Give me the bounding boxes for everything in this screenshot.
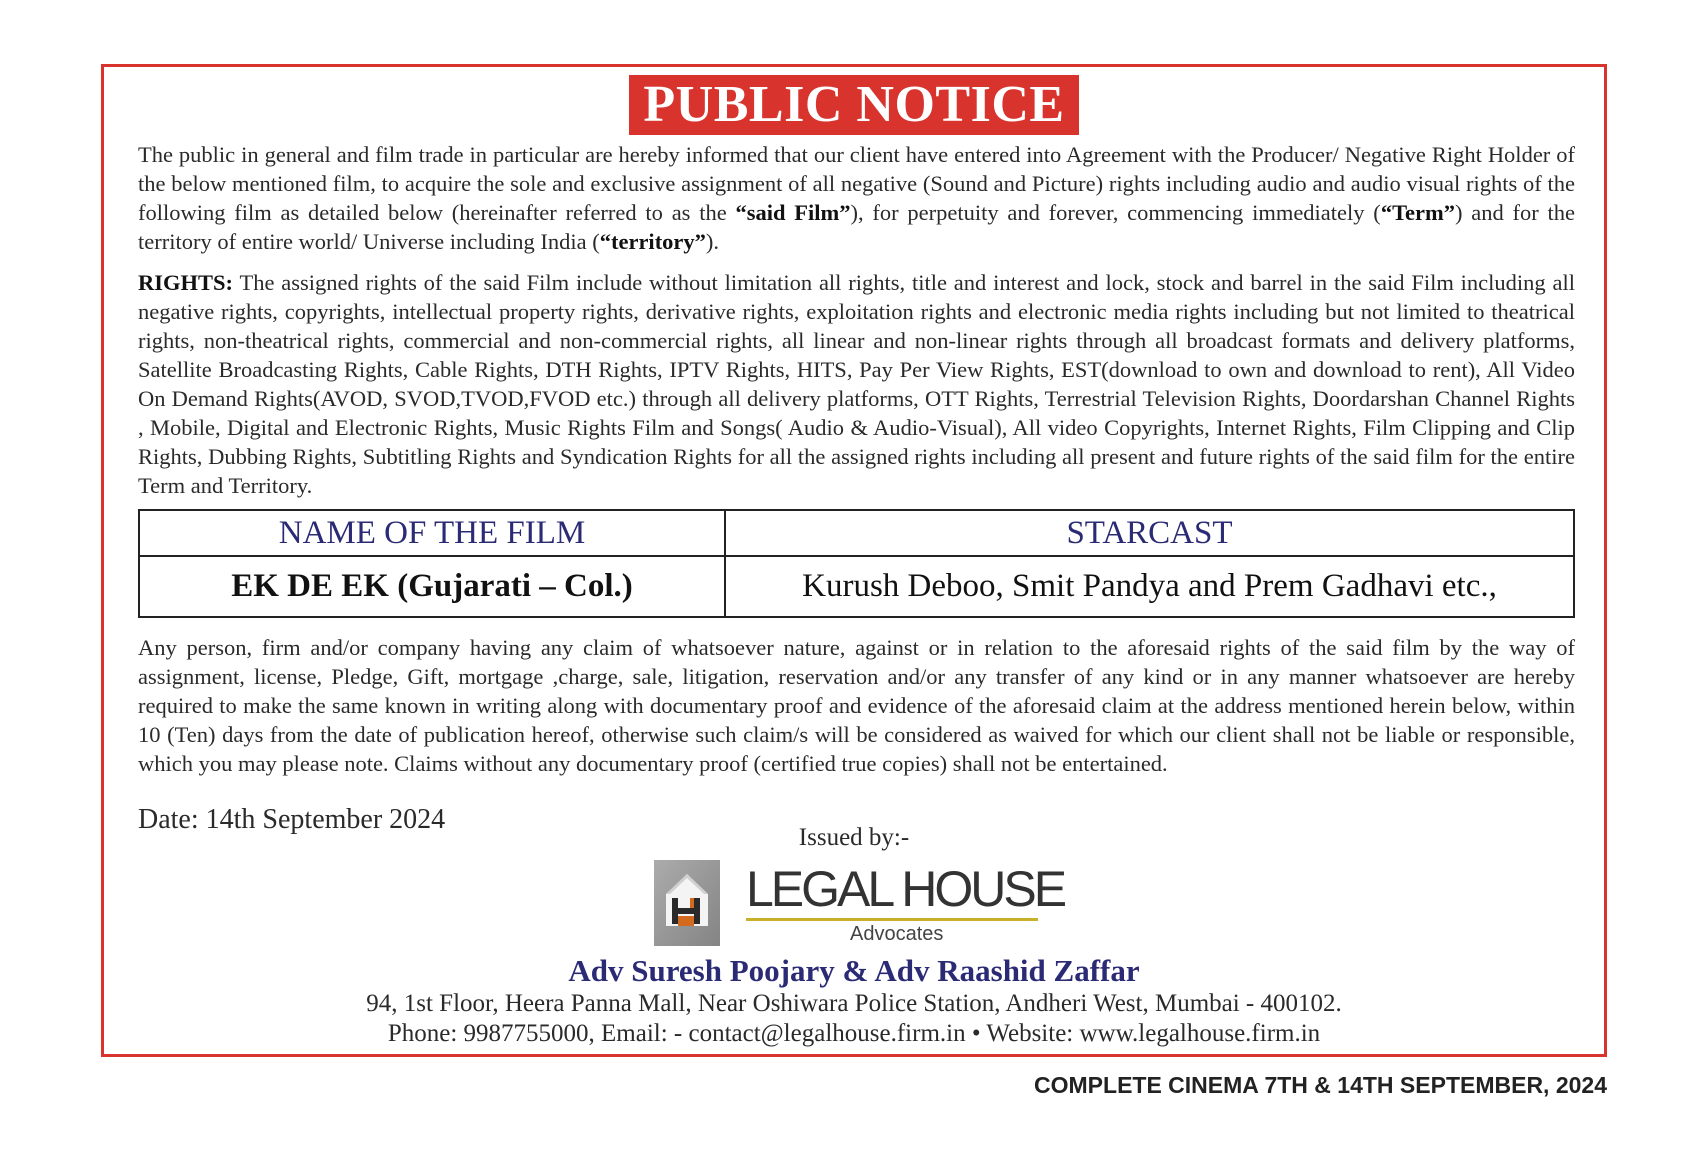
intro-bold-said-film: “said Film”	[735, 200, 851, 225]
advocate-names: Adv Suresh Poojary & Adv Raashid Zaffar	[568, 953, 1140, 988]
legal-house-logo	[654, 860, 1084, 952]
intro-text-3: ) and for the territory of entire world/ Universe including India (	[138, 200, 1575, 254]
claims-paragraph: Any person, firm and/or company having any claim of whatsoever nature, against or in relation to the aforesaid rights of the said film by the way of assignment, license, Pledge, Gift, mortgage ,charge, sale, litigation, reservation and/or any transfer of any kind or in any manner whatsoever are hereby required to make the same known in writing along with documentary proof and evidence of the aforesaid claim at the address mentioned herein below, within 10 (Ten) days from the date of publication hereof, otherwise such claim/s will be considered as waived for which our client shall not be liable or responsible, which you may please note. Claims without any documentary proof (certified true copies) shall not be entertained.	[138, 635, 1575, 776]
publication-footer: COMPLETE CINEMA 7TH & 14TH SEPTEMBER, 2024	[1034, 1072, 1607, 1098]
film-table	[138, 509, 1575, 618]
starcast-cell: Kurush Deboo, Smit Pandya and Prem Gadhavi etc.,	[725, 556, 1574, 617]
film-name-header: NAME OF THE FILM	[139, 510, 725, 556]
notice-title: PUBLIC NOTICE	[629, 75, 1078, 135]
issued-by-label: Issued by:-	[798, 824, 910, 851]
intro-paragraph	[138, 140, 1575, 256]
film-table-row	[139, 556, 1574, 617]
title-wrap	[104, 75, 1604, 135]
film-name-cell: EK DE EK (Gujarati – Col.)	[139, 556, 725, 617]
logo-underline	[746, 918, 1038, 921]
starcast-header: STARCAST	[725, 510, 1574, 556]
intro-text-2: ), for perpetuity and forever, commencing immediately (	[850, 200, 1381, 225]
intro-bold-term: “Term”	[1380, 200, 1455, 225]
logo-subtitle: Advocates	[850, 923, 944, 945]
intro-text-4: ).	[705, 229, 720, 254]
intro-text-1: The public in general and film trade in particular are hereby informed that our client have entered into Agreement with the Producer/ Negative Right Holder of the below mentioned film, to acquire the sole and exclusive assignment of all negative (Sound and Picture) rights including audio and audio visual rights of the following film as detailed below (hereinafter referred to as the	[138, 142, 1575, 225]
house-logo-icon	[654, 860, 720, 946]
film-table-header-row	[139, 510, 1574, 556]
intro-bold-territory: “territory”	[599, 229, 706, 254]
notice-frame	[101, 64, 1607, 1057]
address-line: 94, 1st Floor, Heera Panna Mall, Near Oshiwara Police Station, Andheri West, Mumbai - 400102.	[366, 990, 1342, 1017]
rights-text: The assigned rights of the said Film include without limitation all rights, title and interest and lock, stock and barrel in the said Film including all negative rights, copyrights, intellectual property rights, derivative rights, exploitation rights and electronic media rights including but not limited to theatrical rights, non-theatrical rights, commercial and non-commercial rights, all linear and non-linear rights through all broadcast formats and delivery platforms, Satellite Broadcasting Rights, Cable Rights, DTH Rights, IPTV Rights, HITS, Pay Per View Rights, EST(download to own and download to rent), All Video On Demand Rights(AVOD, SVOD,TVOD,FVOD etc.) through all delivery platforms, OTT Rights, Terrestrial Television Rights, Doordarshan Channel Rights , Mobile, Digital and Electronic Rights, Music Rights Film and Songs( Audio & Audio-Visual), All video Copyrights, Internet Rights, Film Clipping and Clip Rights, Dubbing Rights, Subtitling Rights and Syndication Rights for all the assigned rights including all present and future rights of the said film for the entire Term and Territory.	[138, 270, 1575, 498]
rights-label: RIGHTS:	[138, 270, 234, 295]
logo-name: LEGAL HOUSE	[746, 861, 1065, 917]
rights-paragraph	[138, 268, 1575, 500]
contact-line: Phone: 9987755000, Email: - contact@legalhouse.firm.in • Website: www.legalhouse.firm.in	[387, 1020, 1321, 1047]
address-block	[104, 989, 1604, 1049]
notice-date: Date: 14th September 2024	[138, 804, 446, 835]
